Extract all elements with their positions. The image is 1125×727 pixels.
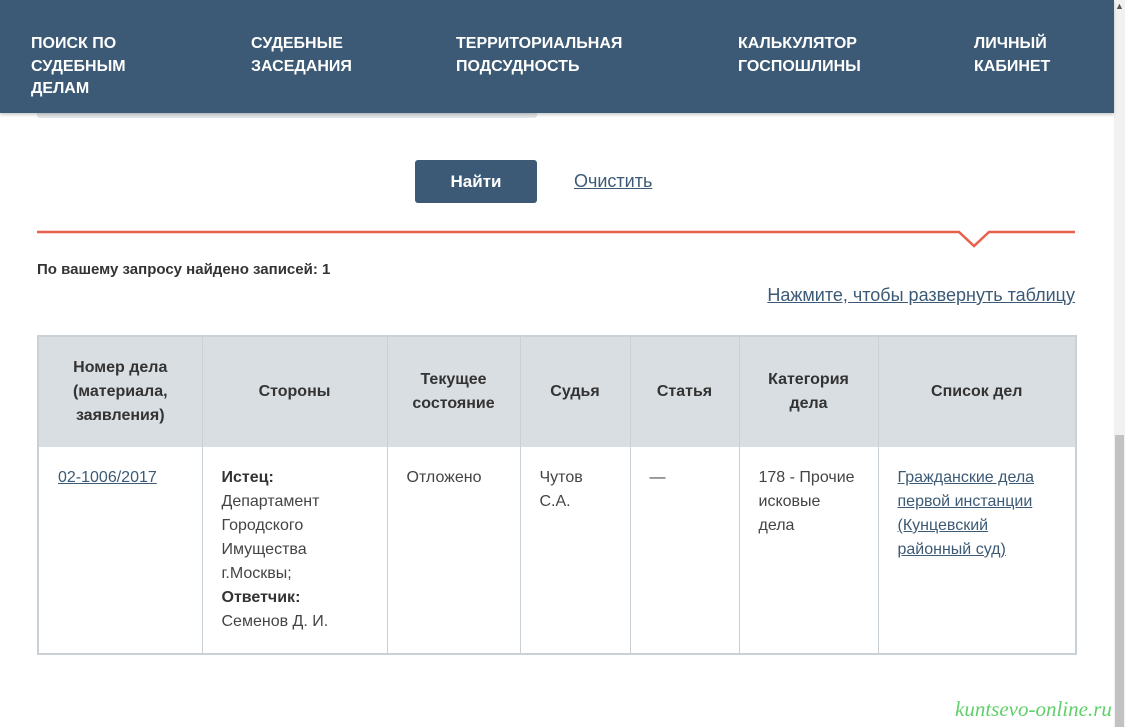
cell-judge: Чутов С.А. bbox=[520, 447, 630, 654]
nav-court-sessions[interactable]: СУДЕБНЫЕ ЗАСЕДАНИЯ bbox=[251, 35, 352, 75]
defendant-label: Ответчик: bbox=[221, 589, 301, 606]
watermark: kuntsevo-online.ru bbox=[955, 697, 1112, 721]
scroll-thumb[interactable] bbox=[1115, 435, 1124, 727]
table-row bbox=[38, 447, 1076, 654]
scroll-up-arrow-icon[interactable]: ▲ bbox=[1115, 1, 1124, 11]
col-header-article: Статья bbox=[630, 336, 739, 447]
plaintiff-label: Истец: bbox=[221, 469, 274, 486]
nav-case-search[interactable]: ПОИСК ПО СУДЕБНЫМ ДЕЛАМ bbox=[31, 35, 126, 97]
plaintiff-name: Департамент Городского Имущества г.Москвы; bbox=[221, 493, 320, 582]
divider-line bbox=[37, 232, 1075, 246]
scrollbar[interactable] bbox=[1114, 0, 1125, 727]
top-navigation bbox=[0, 0, 1114, 113]
cell-article: — bbox=[630, 447, 739, 654]
cell-case-number bbox=[38, 447, 202, 654]
cell-status: Отложено bbox=[387, 447, 520, 654]
col-header-case-list: Список дел bbox=[878, 336, 1076, 447]
col-header-judge: Судья bbox=[520, 336, 630, 447]
find-button[interactable]: Найти bbox=[415, 160, 537, 203]
cell-category: 178 - Прочие исковые дела bbox=[739, 447, 878, 654]
col-header-category: Категория дела bbox=[739, 336, 878, 447]
table-header-row bbox=[38, 336, 1076, 447]
expand-table-link[interactable]: Нажмите, чтобы развернуть таблицу bbox=[767, 285, 1075, 305]
search-field-edge bbox=[37, 113, 537, 118]
results-table bbox=[37, 335, 1077, 655]
results-count: По вашему запросу найдено записей: 1 bbox=[37, 261, 331, 278]
case-number-link[interactable]: 02-1006/2017 bbox=[58, 469, 157, 486]
cell-parties bbox=[202, 447, 387, 654]
col-header-parties: Стороны bbox=[202, 336, 387, 447]
case-list-link[interactable]: Гражданские дела первой инстанции (Кунцевский районный суд) bbox=[897, 469, 1035, 558]
nav-fee-calculator[interactable]: КАЛЬКУЛЯТОР ГОСПОШЛИНЫ bbox=[738, 35, 861, 75]
cell-case-list bbox=[878, 447, 1076, 654]
nav-territorial-jurisdiction[interactable]: ТЕРРИТОРИАЛЬНАЯ ПОДСУДНОСТЬ bbox=[456, 35, 623, 75]
clear-link[interactable]: Очистить bbox=[574, 171, 653, 191]
defendant-name: Семенов Д. И. bbox=[221, 613, 329, 630]
section-divider bbox=[37, 229, 1075, 253]
col-header-case-number: Номер дела (материала, заявления) bbox=[38, 336, 202, 447]
col-header-status: Текущее состояние bbox=[387, 336, 520, 447]
nav-personal-account[interactable]: ЛИЧНЫЙ КАБИНЕТ bbox=[974, 35, 1051, 75]
